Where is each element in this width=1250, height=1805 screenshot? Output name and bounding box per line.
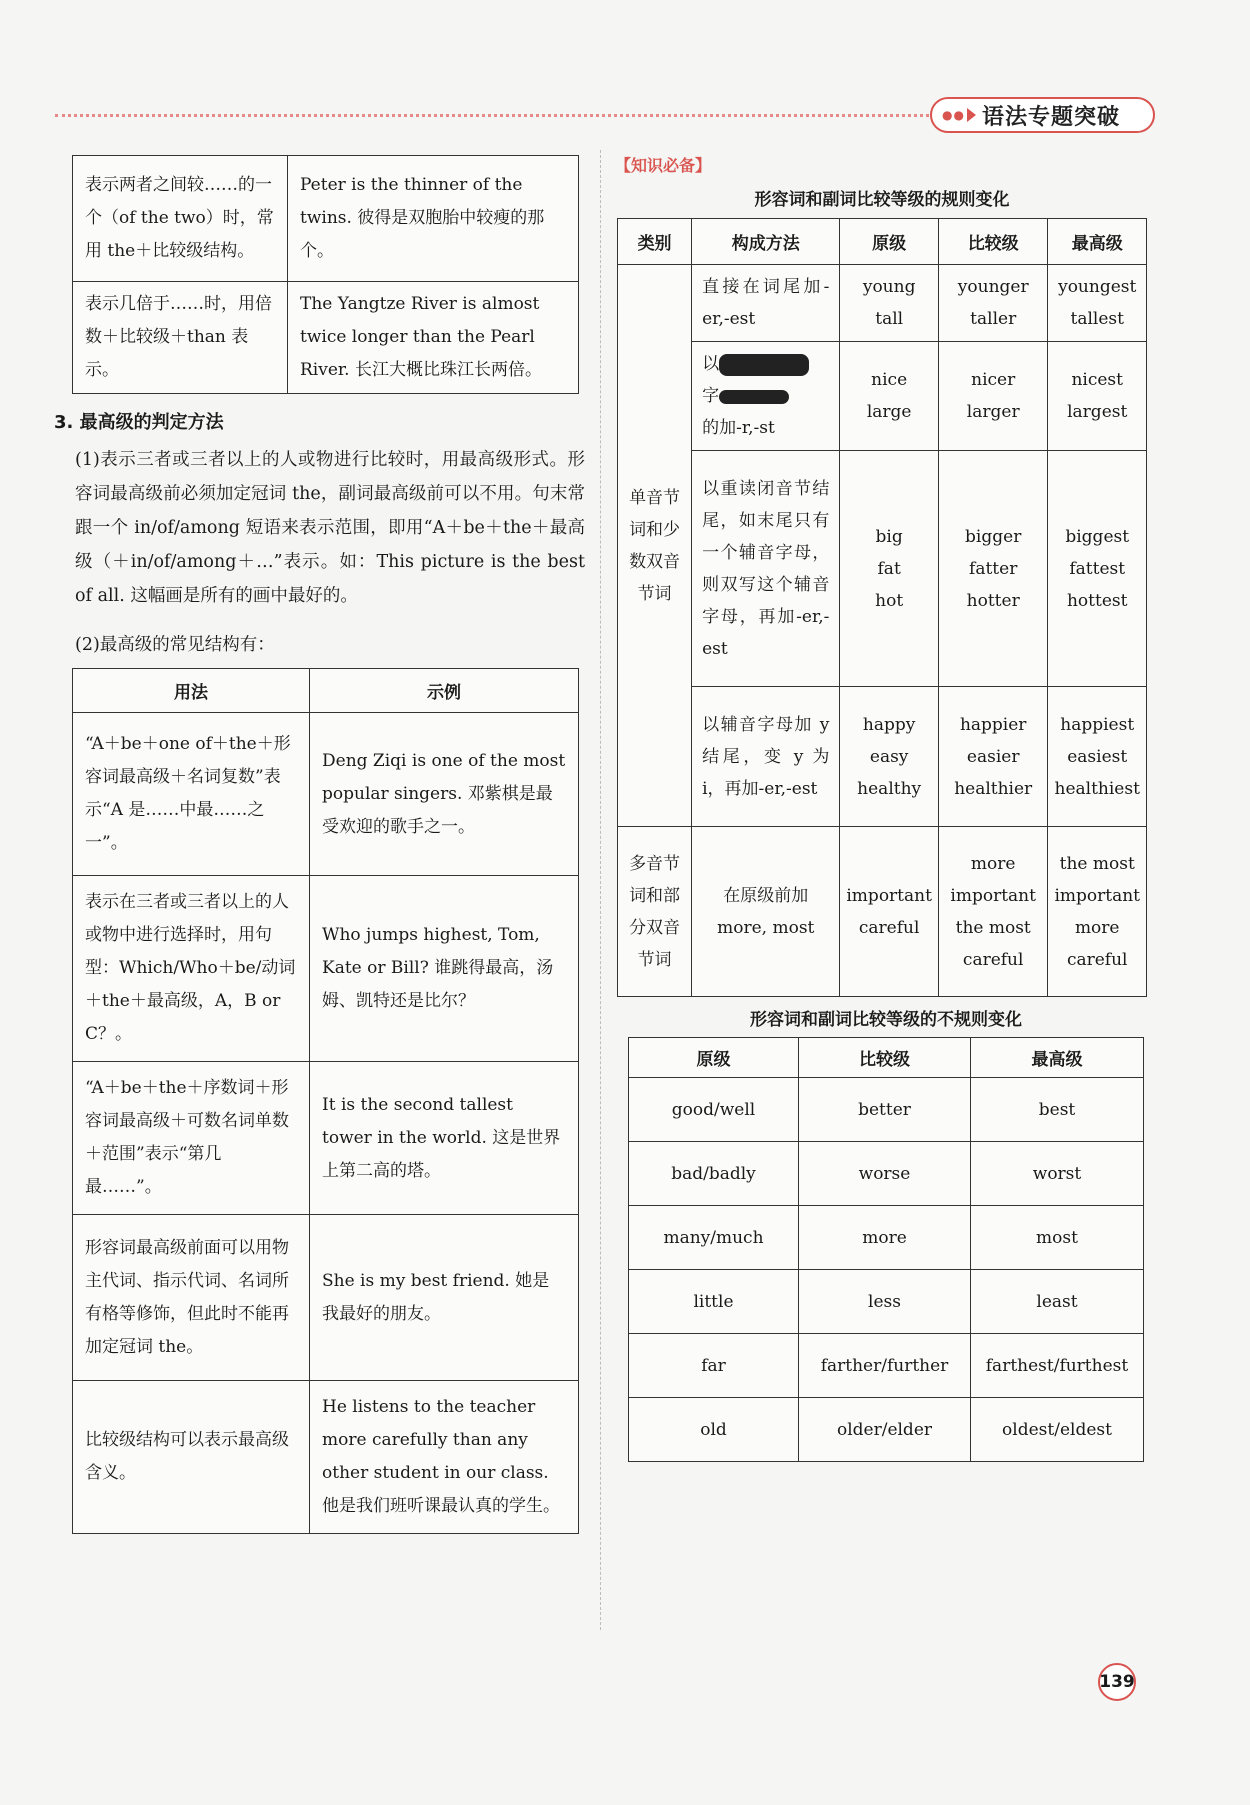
positive-cell: bad/badly — [629, 1142, 799, 1206]
superlative-structure-table — [72, 668, 579, 1534]
dots-icon: ●● — [942, 108, 965, 122]
positive-cell: far — [629, 1334, 799, 1398]
arrow-right-icon — [967, 108, 976, 122]
method-cell — [692, 342, 840, 451]
comparative-cell: more — [799, 1206, 971, 1270]
positive-cell: happy easy healthy — [840, 687, 939, 827]
method-text: 字 — [702, 386, 720, 406]
comparative-cell: less — [799, 1270, 971, 1334]
superlative-cell: the most important more careful — [1048, 827, 1147, 997]
method-cell: 以辅音字母加 y 结尾，变 y 为 i，再加-er,-est — [692, 687, 840, 827]
positive-cell: important careful — [840, 827, 939, 997]
usage-cell: “A＋be＋the＋序数词＋形容词最高级＋可数名词单数＋范围”表示“第几最……”。 — [73, 1062, 310, 1215]
positive-cell: old — [629, 1398, 799, 1462]
comparative-cell: more important the most careful — [938, 827, 1048, 997]
column-header: 示例 — [310, 669, 579, 713]
table-row — [73, 713, 579, 876]
regular-change-table — [617, 218, 1147, 997]
table-row — [73, 1381, 579, 1534]
method-cell: 以重读闭音节结尾，如末尾只有一个辅音字母，则双写这个辅音字母，再加-er,-est — [692, 451, 840, 687]
category-cell: 单音节词和少数双音节词 — [618, 265, 692, 827]
method-cell: 直接在词尾加-er,-est — [692, 265, 840, 342]
superlative-cell: best — [971, 1078, 1144, 1142]
regular-table-title: 形容词和副词比较等级的规则变化 — [754, 190, 1010, 210]
table-row — [73, 156, 579, 282]
table-header-row — [618, 219, 1147, 265]
example-cell: Peter is the thinner of the twins. 彼得是双胞胎中较瘦的那个。 — [288, 156, 579, 282]
comparative-cell: happier easier healthier — [938, 687, 1048, 827]
superlative-cell: farthest/furthest — [971, 1334, 1144, 1398]
superlative-cell: biggest fattest hottest — [1048, 451, 1147, 687]
usage-cell: 比较级结构可以表示最高级含义。 — [73, 1381, 310, 1534]
section-heading: 3. 最高级的判定方法 — [54, 412, 224, 433]
paragraph-2: (2)最高级的常见结构有： — [75, 635, 275, 655]
column-header: 最高级 — [1048, 219, 1147, 265]
irregular-table-title: 形容词和副词比较等级的不规则变化 — [750, 1010, 1022, 1030]
example-cell: It is the second tallest tower in the world. 这是世界上第二高的塔。 — [310, 1062, 579, 1215]
column-header: 类别 — [618, 219, 692, 265]
column-header: 原级 — [840, 219, 939, 265]
example-cell: Who jumps highest, Tom, Kate or Bill? 谁跳得最高，汤姆、凯特还是比尔？ — [310, 876, 579, 1062]
table-header-row — [73, 669, 579, 713]
column-header: 最高级 — [971, 1038, 1144, 1078]
superlative-cell: worst — [971, 1142, 1144, 1206]
example-cell: He listens to the teacher more carefully than any other student in our class. 他是我们班听课最认真的学生。 — [310, 1381, 579, 1534]
column-header: 用法 — [73, 669, 310, 713]
table-row — [629, 1206, 1144, 1270]
table-header-row — [629, 1038, 1144, 1078]
comparative-cell: older/elder — [799, 1398, 971, 1462]
table-row — [618, 451, 1147, 687]
comparative-cell: younger taller — [938, 265, 1048, 342]
table-row — [73, 1062, 579, 1215]
table-row — [73, 1215, 579, 1381]
table-row — [629, 1398, 1144, 1462]
example-cell: She is my best friend. 她是我最好的朋友。 — [310, 1215, 579, 1381]
scribble-mark — [719, 390, 789, 404]
usage-cell: 表示在三者或三者以上的人或物中进行选择时，用句型：Which/Who＋be/动词＋the＋最高级，A，B or C？。 — [73, 876, 310, 1062]
positive-cell: little — [629, 1270, 799, 1334]
table-row — [629, 1270, 1144, 1334]
method-cell: 在原级前加 more, most — [692, 827, 840, 997]
comparative-cell: nicer larger — [938, 342, 1048, 451]
example-cell: Deng Ziqi is one of the most popular singers. 邓紫棋是最受欢迎的歌手之一。 — [310, 713, 579, 876]
comparative-cell: worse — [799, 1142, 971, 1206]
category-cell: 多音节词和部分双音节词 — [618, 827, 692, 997]
table-row — [629, 1334, 1144, 1398]
usage-cell: 表示两者之间较……的一个（of the two）时，常用 the＋比较级结构。 — [73, 156, 288, 282]
table-row — [629, 1142, 1144, 1206]
scribble-mark — [719, 354, 809, 376]
comparative-cell: better — [799, 1078, 971, 1142]
table-row — [73, 876, 579, 1062]
superlative-cell: least — [971, 1270, 1144, 1334]
column-header: 比较级 — [938, 219, 1048, 265]
section-badge — [930, 97, 1155, 133]
usage-cell: 表示几倍于……时，用倍数＋比较级＋than 表示。 — [73, 282, 288, 394]
method-text: 的加-r,-st — [702, 418, 775, 438]
comparative-cell: bigger fatter hotter — [938, 451, 1048, 687]
positive-cell: young tall — [840, 265, 939, 342]
positive-cell: many/much — [629, 1206, 799, 1270]
column-header: 比较级 — [799, 1038, 971, 1078]
example-cell: The Yangtze River is almost twice longer than the Pearl River. 长江大概比珠江长两倍。 — [288, 282, 579, 394]
table-row — [618, 265, 1147, 342]
column-header: 构成方法 — [692, 219, 840, 265]
method-text: 以 — [702, 354, 720, 374]
section-title: 语法专题突破 — [981, 104, 1120, 130]
table-row — [73, 282, 579, 394]
superlative-cell: youngest tallest — [1048, 265, 1147, 342]
positive-cell: good/well — [629, 1078, 799, 1142]
superlative-cell: oldest/eldest — [971, 1398, 1144, 1462]
table-row — [629, 1078, 1144, 1142]
irregular-change-table — [628, 1037, 1144, 1462]
superlative-cell: happiest easiest healthiest — [1048, 687, 1147, 827]
table-row — [618, 687, 1147, 827]
superlative-cell: most — [971, 1206, 1144, 1270]
table-row — [618, 342, 1147, 451]
column-header: 原级 — [629, 1038, 799, 1078]
page-number: 139 — [1098, 1663, 1136, 1701]
positive-cell: big fat hot — [840, 451, 939, 687]
usage-cell: 形容词最高级前面可以用物主代词、指示代词、名词所有格等修饰，但此时不能再加定冠词 the。 — [73, 1215, 310, 1381]
positive-cell: nice large — [840, 342, 939, 451]
header-dotted-line — [55, 114, 935, 117]
usage-cell: “A＋be＋one of＋the＋形容词最高级＋名词复数”表示“A 是……中最……之一”。 — [73, 713, 310, 876]
column-divider — [600, 150, 601, 1630]
comparative-usage-table — [72, 155, 579, 394]
knowledge-tag: 【知识必备】 — [615, 156, 712, 175]
table-row — [618, 827, 1147, 997]
superlative-cell: nicest largest — [1048, 342, 1147, 451]
paragraph-1: (1)表示三者或三者以上的人或物进行比较时，用最高级形式。形容词最高级前必须加定冠词 the，副词最高级前可以不用。句末常跟一个 in/of/among 短语来表示范围，即用“A＋be＋the＋最高级（＋in/of/among＋…”表示。如：This picture is the best of all. 这幅画是所有的画中最好的。 — [75, 450, 585, 606]
comparative-cell: farther/further — [799, 1334, 971, 1398]
